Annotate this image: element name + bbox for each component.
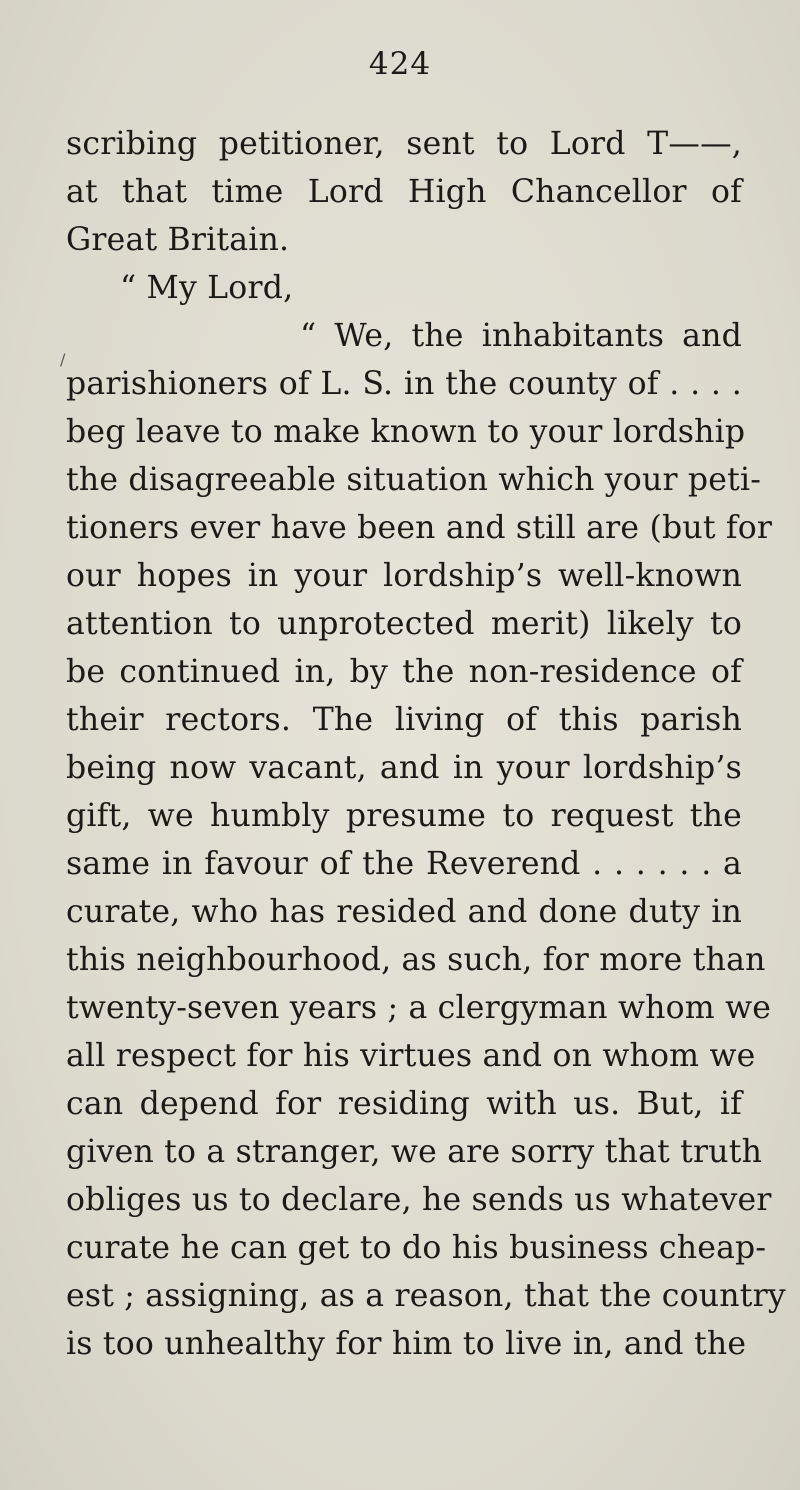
- text-line: curate he can get to do his business cheap-: [66, 1230, 767, 1266]
- text-line: can depend for residing with us. But, if: [66, 1086, 742, 1122]
- text-line: obliges us to declare, he sends us whatever: [66, 1182, 772, 1218]
- salutation-line: “ My Lord,: [120, 270, 294, 306]
- text-line: being now vacant, and in your lordship’s: [66, 750, 742, 786]
- text-line: twenty-seven years ; a clergyman whom we: [66, 990, 772, 1026]
- text-line: parishioners of L. S. in the county of . . . .: [66, 366, 742, 402]
- text-line: scribing petitioner, sent to Lord T——,: [66, 126, 742, 162]
- text-line: same in favour of the Reverend . . . . . . a: [66, 846, 742, 882]
- margin-mark: /: [60, 350, 66, 369]
- page-number: 424: [368, 46, 432, 82]
- text-line: est ; assigning, as a reason, that the country: [66, 1278, 786, 1314]
- text-line: beg leave to make known to your lordship: [66, 414, 746, 450]
- text-line: tioners ever have been and still are (but for: [66, 510, 773, 546]
- text-line: attention to unprotected merit) likely to: [66, 606, 742, 642]
- text-line: the disagreeable situation which your peti-: [66, 462, 762, 498]
- text-line: gift, we humbly presume to request the: [66, 798, 742, 834]
- text-line: all respect for his virtues and on whom we: [66, 1038, 756, 1074]
- text-line: is too unhealthy for him to live in, and the: [66, 1326, 747, 1362]
- text-line: our hopes in your lordship’s well-known: [66, 558, 742, 594]
- text-line: curate, who has resided and done duty in: [66, 894, 742, 930]
- text-line: this neighbourhood, as such, for more than: [66, 942, 766, 978]
- text-line: at that time Lord High Chancellor of: [66, 174, 742, 210]
- text-line: their rectors. The living of this parish: [66, 702, 742, 738]
- text-line: be continued in, by the non-residence of: [66, 654, 742, 690]
- text-line: given to a stranger, we are sorry that truth: [66, 1134, 763, 1170]
- text-line: “ We, the inhabitants and: [300, 318, 742, 354]
- text-line: Great Britain.: [66, 222, 290, 258]
